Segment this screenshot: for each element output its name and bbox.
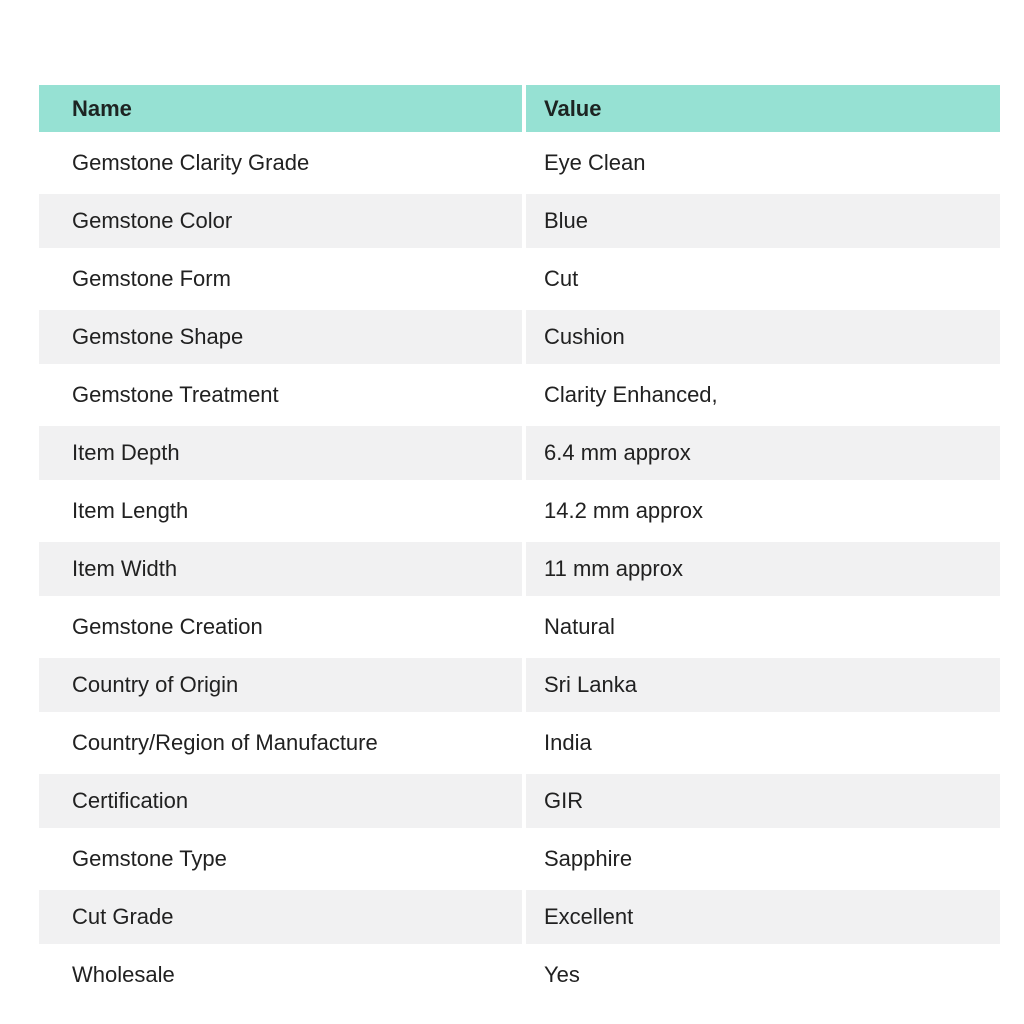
spec-value-cell: Cut	[524, 250, 1002, 308]
spec-value-cell: Excellent	[524, 888, 1002, 946]
table-row	[37, 772, 1002, 830]
name-column-header: Name	[37, 83, 524, 134]
spec-name-cell: Country of Origin	[37, 656, 524, 714]
spec-value-cell: Clarity Enhanced,	[524, 366, 1002, 424]
spec-value-cell: Sri Lanka	[524, 656, 1002, 714]
spec-name-cell: Country/Region of Manufacture	[37, 714, 524, 772]
spec-value-cell: Natural	[524, 598, 1002, 656]
table-row	[37, 308, 1002, 366]
table-row	[37, 714, 1002, 772]
spec-name-cell: Gemstone Color	[37, 192, 524, 250]
spec-name-cell: Cut Grade	[37, 888, 524, 946]
spec-name-cell: Item Length	[37, 482, 524, 540]
table-row	[37, 830, 1002, 888]
spec-value-cell: India	[524, 714, 1002, 772]
table-row	[37, 656, 1002, 714]
table-row	[37, 250, 1002, 308]
table-row	[37, 946, 1002, 1004]
item-specifics-table	[37, 83, 1002, 1004]
spec-name-cell: Certification	[37, 772, 524, 830]
spec-value-cell: 14.2 mm approx	[524, 482, 1002, 540]
spec-name-cell: Gemstone Shape	[37, 308, 524, 366]
spec-value-cell: Sapphire	[524, 830, 1002, 888]
spec-name-cell: Item Depth	[37, 424, 524, 482]
table-row	[37, 598, 1002, 656]
spec-value-cell: 6.4 mm approx	[524, 424, 1002, 482]
spec-name-cell: Wholesale	[37, 946, 524, 1004]
table-row	[37, 482, 1002, 540]
spec-value-cell: Cushion	[524, 308, 1002, 366]
table-row	[37, 540, 1002, 598]
spec-name-cell: Item Width	[37, 540, 524, 598]
spec-name-cell: Gemstone Form	[37, 250, 524, 308]
spec-name-cell: Gemstone Treatment	[37, 366, 524, 424]
spec-name-cell: Gemstone Creation	[37, 598, 524, 656]
spec-value-cell: Blue	[524, 192, 1002, 250]
spec-value-cell: 11 mm approx	[524, 540, 1002, 598]
table-row	[37, 888, 1002, 946]
table-row	[37, 366, 1002, 424]
value-column-header: Value	[524, 83, 1002, 134]
spec-name-cell: Gemstone Type	[37, 830, 524, 888]
header-row	[37, 83, 1002, 134]
table-row	[37, 134, 1002, 192]
table-row	[37, 424, 1002, 482]
table-row	[37, 192, 1002, 250]
spec-name-cell: Gemstone Clarity Grade	[37, 134, 524, 192]
item-specifics-panel	[37, 83, 1002, 1004]
spec-value-cell: GIR	[524, 772, 1002, 830]
spec-value-cell: Eye Clean	[524, 134, 1002, 192]
spec-value-cell: Yes	[524, 946, 1002, 1004]
